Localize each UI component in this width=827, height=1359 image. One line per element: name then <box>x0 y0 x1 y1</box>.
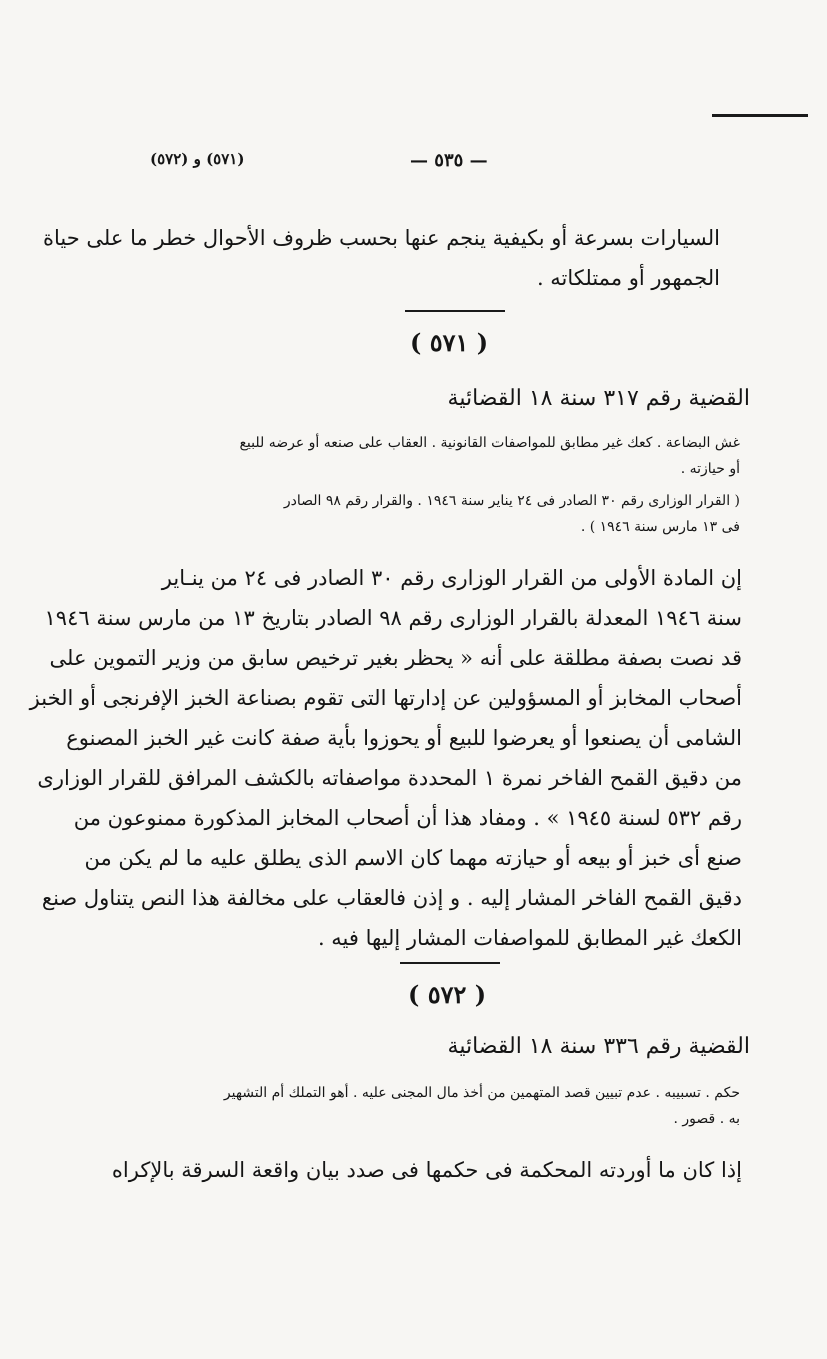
case-572-summary <box>120 1080 740 1132</box>
case-571-reference <box>120 488 740 540</box>
intro-line: الجمهور أو ممتلكاته . <box>536 266 720 290</box>
body-line: من دقيق القمح الفاخر نمرة ١ المحددة مواصفاته بالكشف المرافق للقرار الوزارى <box>37 766 742 790</box>
case-571-number: ( ٥٧١ ) <box>410 328 489 357</box>
case-572-title: القضية رقم ٣٣٦ سنة ١٨ القضائية <box>447 1034 750 1059</box>
body-line: دقيق القمح الفاخر المشار إليه . و إذن فالعقاب على مخالفة هذا النص يتناول صنع <box>41 886 742 910</box>
header-case-range: (٥٧١) و (٥٧٢) <box>150 150 245 168</box>
section-divider <box>400 962 500 964</box>
intro-paragraph <box>43 218 720 298</box>
summary-line: به . قصور . <box>673 1111 740 1127</box>
case-572-number: ( ٥٧٢ ) <box>408 980 487 1009</box>
body-line: صنع أى خبز أو بيعه أو حيازته مهما كان الاسم الذى يطلق عليه ما لم يكن من <box>84 846 742 870</box>
body-line: رقم ٥٣٢ لسنة ١٩٤٥ » . ومفاد هذا أن أصحاب المخابز المذكورة ممنوعون من <box>73 806 742 830</box>
summary-line: غش البضاعة . كعك غير مطابق للمواصفات القانونية . العقاب على صنعه أو عرضه للبيع <box>239 435 740 451</box>
summary-line: أو حيازته . <box>680 461 740 477</box>
body-line: الكعك غير المطابق للمواصفات المشار إليها فيه . <box>317 926 742 950</box>
reference-line: فى ١٣ مارس سنة ١٩٤٦ ) . <box>580 519 740 535</box>
case-572-body <box>111 1150 742 1190</box>
intro-line: السيارات بسرعة أو بكيفية ينجم عنها بحسب ظروف الأحوال خطر ما على حياة <box>43 226 720 250</box>
case-571-title: القضية رقم ٣١٧ سنة ١٨ القضائية <box>447 386 750 411</box>
body-line: إذا كان ما أوردته المحكمة فى حكمها فى صدد بيان واقعة السرقة بالإكراه <box>111 1158 742 1182</box>
body-line: قد نصت بصفة مطلقة على أنه « يحظر بغير ترخيص سابق من وزير التموين على <box>49 646 742 670</box>
page-edge-line <box>712 114 808 117</box>
running-header <box>150 150 670 180</box>
reference-line: ( القرار الوزارى رقم ٣٠ الصادر فى ٢٤ يناير سنة ١٩٤٦ . والقرار رقم ٩٨ الصادر <box>283 493 740 509</box>
body-line: سنة ١٩٤٦ المعدلة بالقرار الوزارى رقم ٩٨ الصادر بتاريخ ١٣ من مارس سنة ١٩٤٦ <box>44 606 742 630</box>
summary-line: حكم . تسبيبه . عدم تبيين قصد المتهمين من أخذ مال المجنى عليه . أهو التملك أم التشهير <box>223 1085 740 1101</box>
case-571-body <box>29 558 742 958</box>
body-line: إن المادة الأولى من القرار الوزارى رقم ٣٠ الصادر فى ٢٤ من ينـاير <box>161 566 742 590</box>
section-divider <box>405 310 505 312</box>
body-line: أصحاب المخابز أو المسؤولين عن إدارتها التى تقوم بصناعة الخبز الإفرنجى أو الخبز <box>29 686 742 710</box>
page-number: — ٥٣٥ — <box>410 150 488 171</box>
case-571-summary <box>120 430 740 482</box>
body-line: الشامى أن يصنعوا أو يعرضوا للبيع أو يحوزوا بأية صفة كانت غير الخبز المصنوع <box>66 726 742 750</box>
